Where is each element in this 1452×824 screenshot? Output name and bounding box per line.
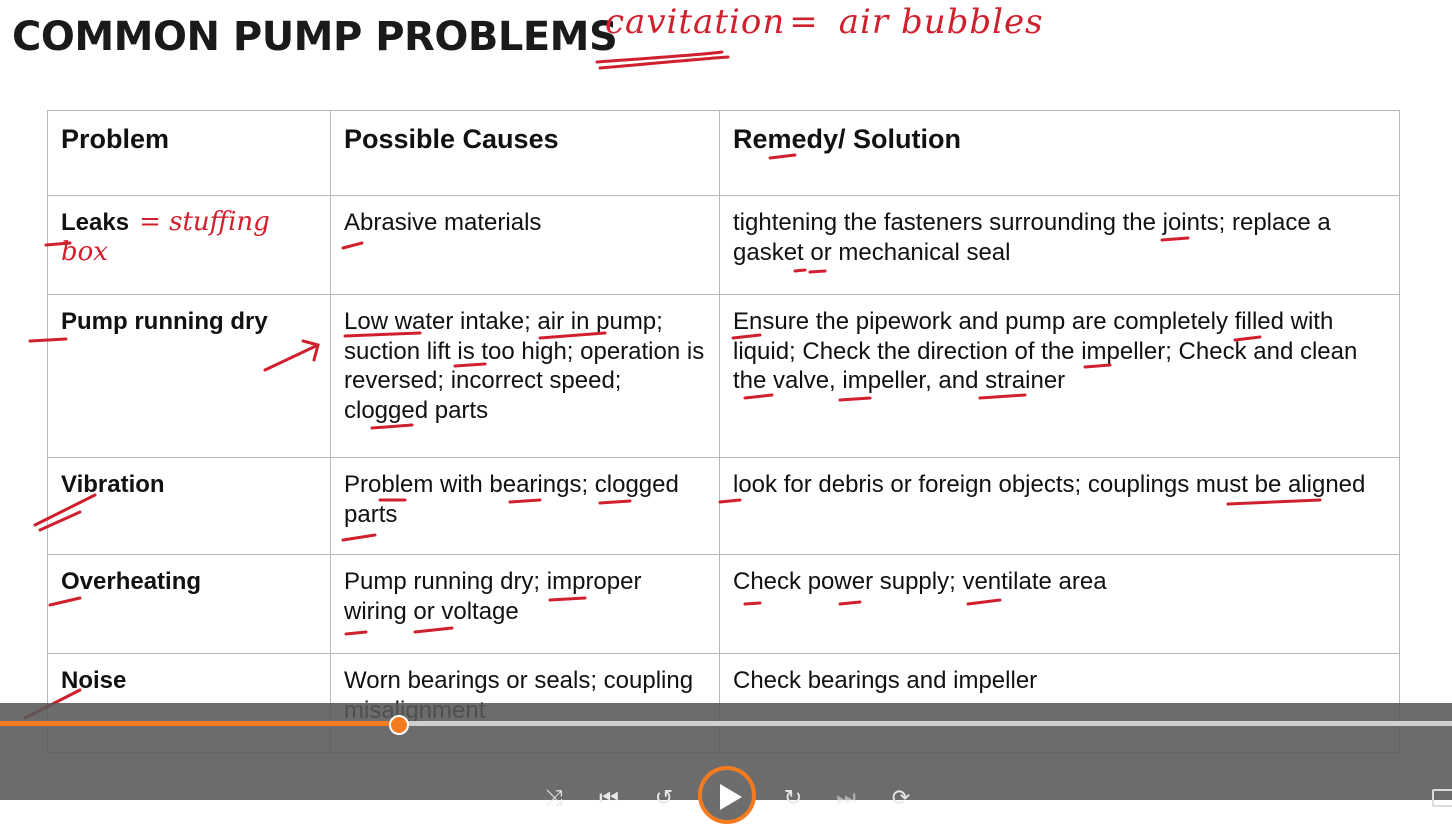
problem-cell — [48, 196, 331, 295]
problem-cell: Overheating — [48, 555, 331, 654]
repeat-icon[interactable]: ⟳ — [891, 786, 911, 811]
causes-cell: Worn bearings or seals; coupling — [331, 654, 720, 753]
problem-cell: Pump running dry — [48, 295, 331, 458]
remedy-cell: Ensure the pipework and pump are completely filled with liquid; Check the direction of the impeller; Check and clean the valve, impeller, and strainer — [720, 295, 1400, 458]
header-problem: Problem — [48, 111, 331, 196]
play-icon — [720, 784, 742, 810]
screen-icon[interactable] — [1432, 789, 1452, 807]
play-button[interactable] — [698, 766, 756, 824]
causes-cell: Problem with bearings; clogged parts — [331, 458, 720, 555]
video-player-controls — [0, 703, 1452, 811]
causes-cell: Abrasive materials — [331, 196, 720, 295]
problem-cell: Noise — [48, 654, 331, 753]
problem-label: Leaks — [61, 209, 130, 236]
header-remedy: Remedy/ Solution — [720, 111, 1400, 196]
table-row — [48, 196, 1400, 295]
remedy-cell: Check power supply; ventilate area — [720, 555, 1400, 654]
rewind-icon[interactable]: ↺ — [654, 786, 674, 811]
slide-title: COMMON PUMP PROBLEMS — [12, 14, 618, 60]
pump-problems-table — [47, 110, 1399, 753]
handwritten-note — [605, 2, 1044, 42]
remedy-cell: look for debris or foreign objects; couplings must be aligned — [720, 458, 1400, 555]
handwritten-separator: = — [789, 2, 819, 42]
progress-fill — [0, 721, 399, 726]
causes-cell: Pump running dry; improper wiring or voltage — [331, 555, 720, 654]
handwritten-annotation: = stuffing box — [61, 207, 270, 267]
table-row — [48, 295, 1400, 458]
progress-knob[interactable] — [389, 715, 409, 735]
handwritten-term: cavitation — [605, 2, 786, 42]
table-row — [48, 555, 1400, 654]
handwritten-definition: air bubbles — [838, 2, 1044, 42]
previous-icon[interactable]: ⏮ — [599, 786, 619, 811]
next-icon[interactable]: ⏭ — [836, 786, 856, 811]
shuffle-icon[interactable]: ⤨ — [545, 786, 563, 811]
progress-bar[interactable] — [0, 721, 1452, 726]
problem-cell: Vibration — [48, 458, 331, 555]
remedy-cell: tightening the fasteners surrounding the joints; replace a gasket or mechanical seal — [720, 196, 1400, 295]
title-underline-stroke — [600, 57, 728, 68]
table-row — [48, 458, 1400, 555]
forward-icon[interactable]: ↻ — [783, 786, 803, 811]
causes-cell: Low water intake; air in pump; suction lift is too high; operation is reversed; incorrect speed; clogged parts — [331, 295, 720, 458]
remedy-cell: Check bearings and impeller — [720, 654, 1400, 753]
table-header-row — [48, 111, 1400, 196]
header-causes: Possible Causes — [331, 111, 720, 196]
